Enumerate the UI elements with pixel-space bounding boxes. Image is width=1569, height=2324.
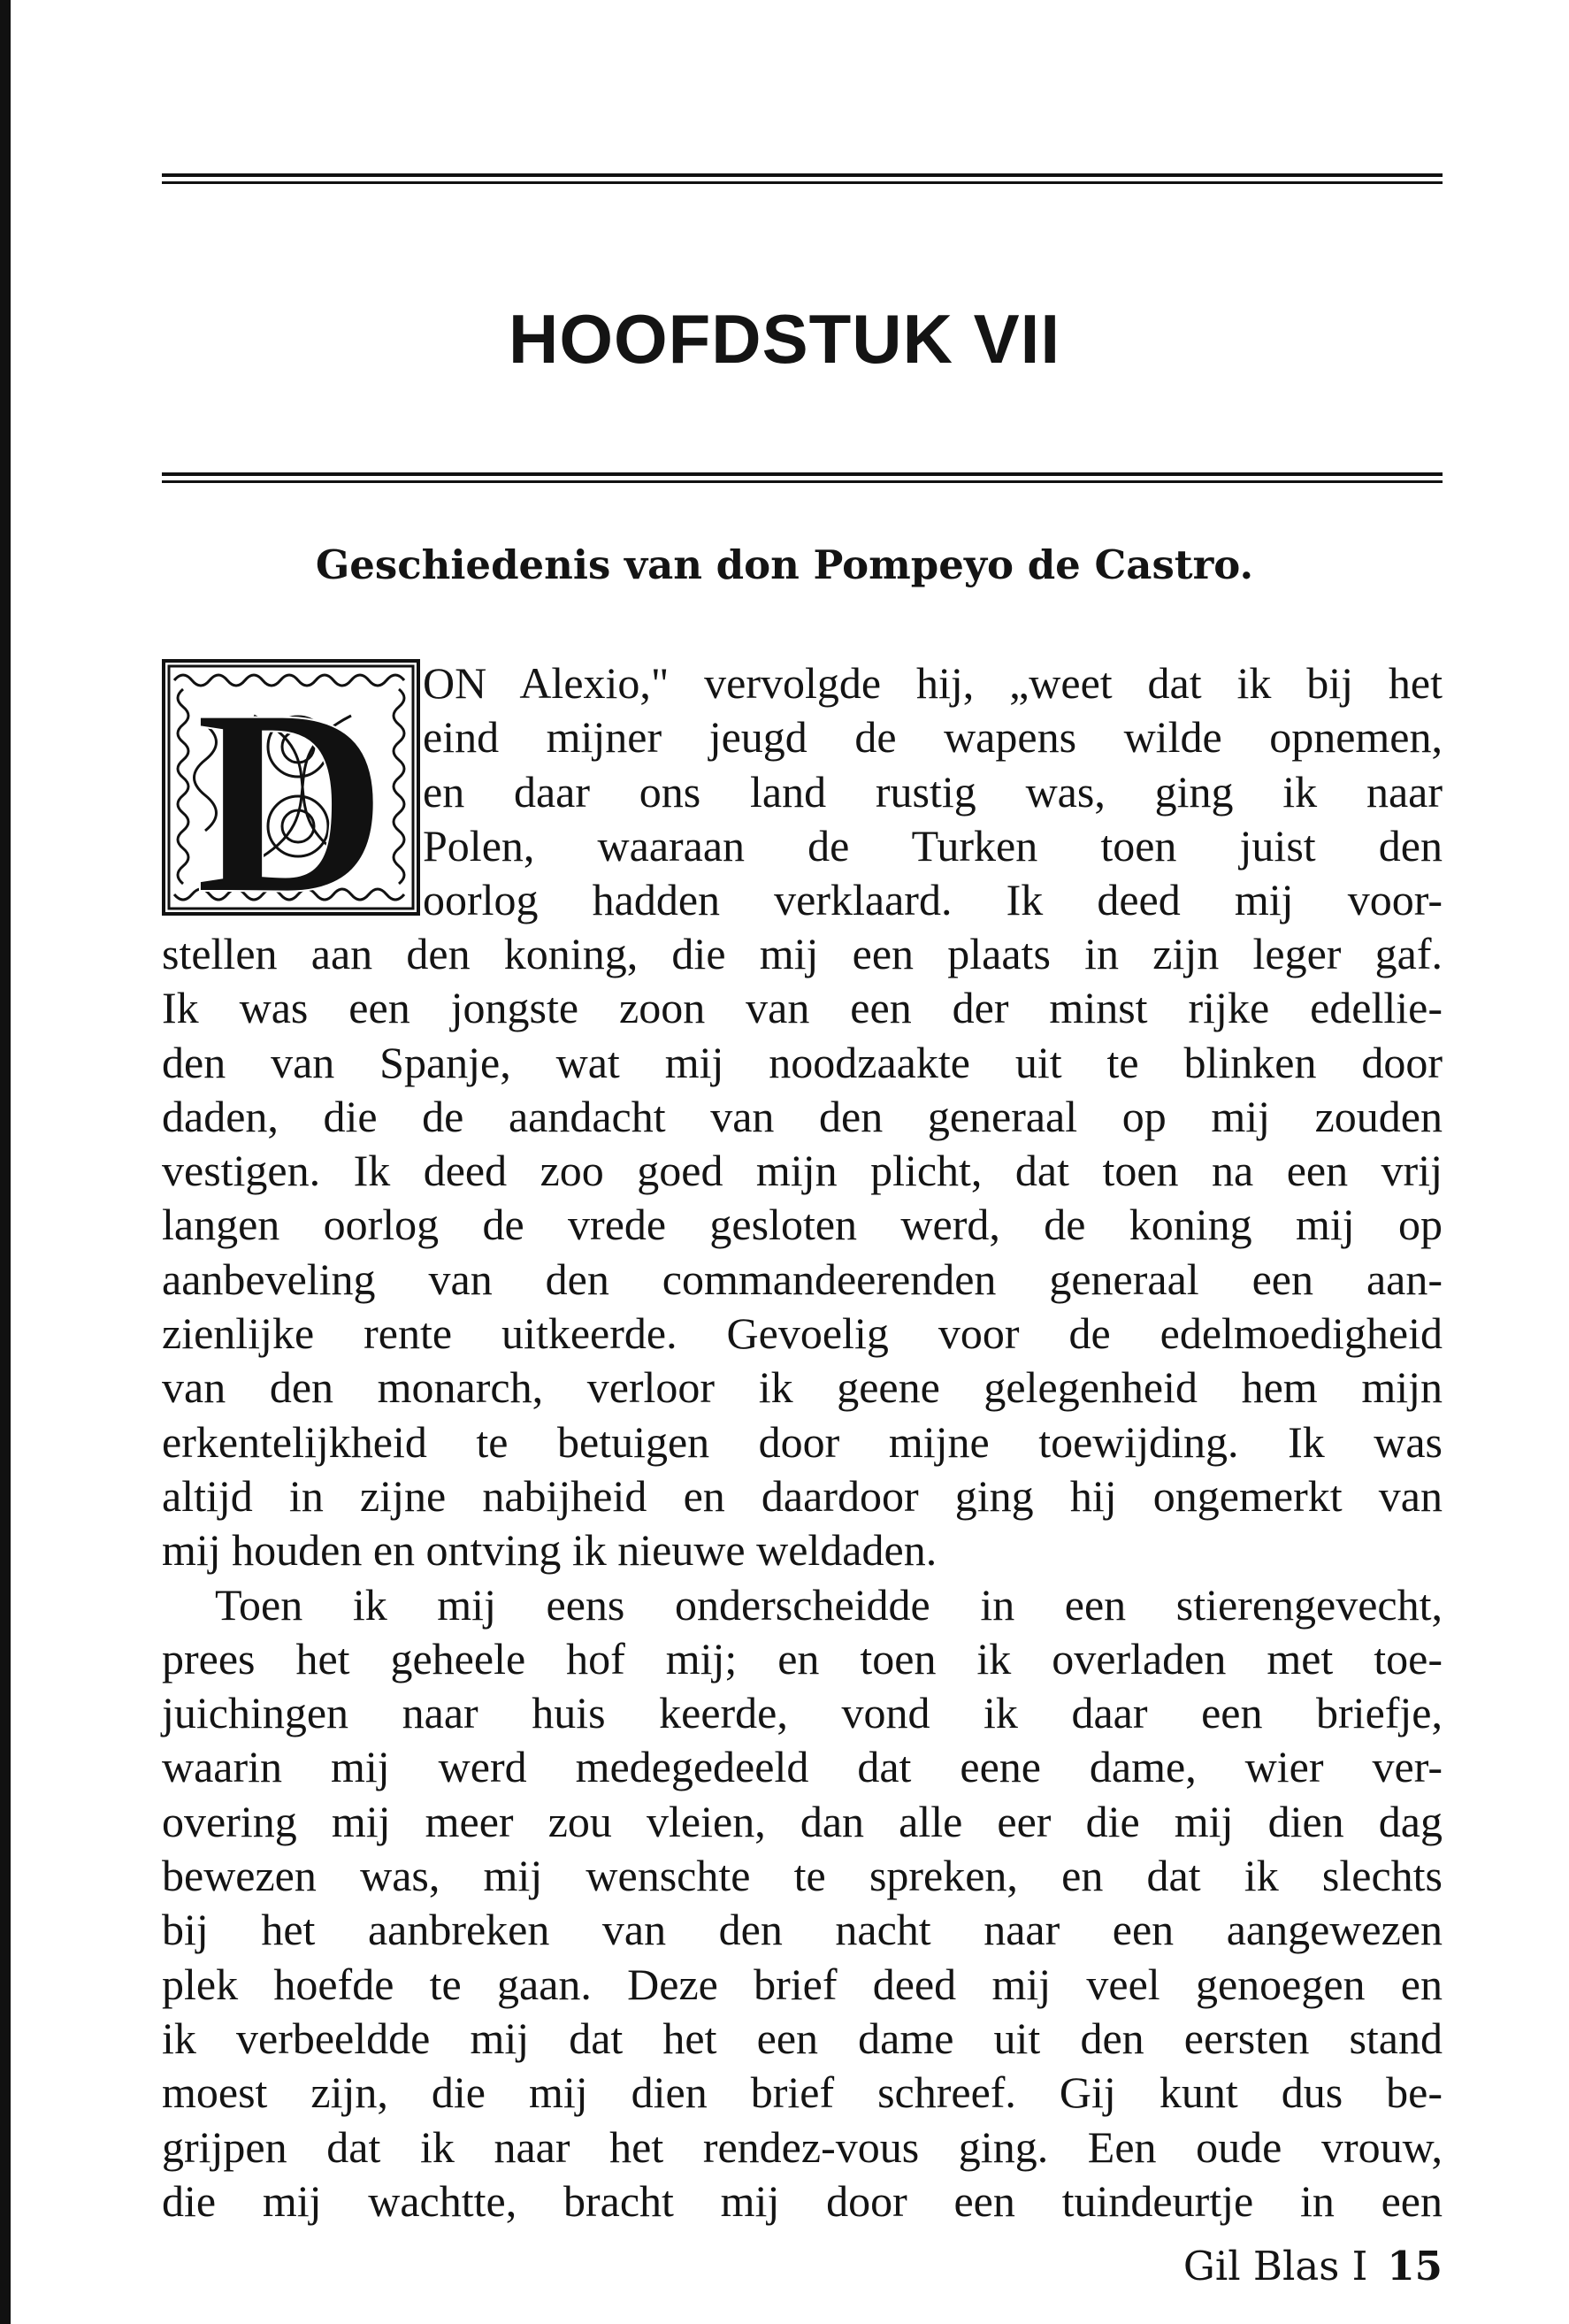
text-line: zienlijke rente uitkeerde. Gevoelig voor de edelmoedigheid [162, 1308, 1443, 1359]
ornamental-drop-cap [162, 659, 420, 916]
text-line: die mij wachtte, bracht mij door een tuindeurtje in een [162, 2175, 1443, 2226]
text-line: Ik was een jongste zoon van een der minst rijke edellie- [162, 983, 1443, 1033]
text-line: waarin mij werd medegedeeld dat eene dame, wier ver- [162, 1742, 1443, 1792]
text-line: Toen ik mij eens onderscheidde in een stierengevecht, [215, 1579, 1443, 1630]
drop-cap-letter: D [195, 663, 387, 912]
text-line: plek hoefde te gaan. Deze brief deed mij veel genoegen en [162, 1959, 1443, 2009]
book-signature: Gil Blas I [1182, 2243, 1368, 2289]
text-line: eind mijner jeugd de wapens wilde opnemen, [423, 712, 1443, 763]
drop-cap-ornament-icon [165, 663, 417, 912]
text-line: vestigen. Ik deed zoo goed mijn plicht, dat toen na een vrij [162, 1146, 1443, 1196]
chapter-title: HOOFDSTUK VII [508, 300, 1060, 378]
text-line: bewezen was, mij wenschte te spreken, en dat ik slechts [162, 1851, 1443, 1901]
top-double-rule [162, 173, 1443, 188]
text-line: aanbeveling van den commandeerenden generaal een aan- [162, 1254, 1443, 1304]
text-line: Polen, waaraan de Turken toen juist den [423, 820, 1443, 871]
text-line: juichingen naar huis keerde, vond ik daar een briefje, [162, 1688, 1443, 1738]
text-line: ik verbeeldde mij dat het een dame uit den eersten stand [162, 2013, 1443, 2063]
body-text [162, 927, 1443, 2228]
text-line: oorlog hadden verklaard. Ik deed mij voor- [423, 875, 1443, 925]
chapter-subtitle: Geschiedenis van don Pompeyo de Castro. [315, 541, 1254, 588]
page-footer [1183, 2243, 1443, 2289]
text-line: altijd in zijne nabijheid en daardoor ging hij ongemerkt van [162, 1470, 1443, 1521]
text-line: erkentelijkheid te betuigen door mijne toewijding. Ik was [162, 1416, 1443, 1467]
text-line: mij houden en ontving ik nieuwe weldaden. [162, 1525, 938, 1576]
text-line: van den monarch, verloor ik geene gelegenheid hem mijn [162, 1362, 1443, 1413]
text-line: langen oorlog de vrede gesloten werd, de koning mij op [162, 1200, 1443, 1250]
text-line: moest zijn, die mij dien brief schreef. Gij kunt dus be- [162, 2067, 1443, 2118]
text-line: bij het aanbreken van den nacht naar een aangewezen [162, 1905, 1443, 1955]
text-line: ON Alexio," vervolgde hij, „weet dat ik bij het [423, 658, 1443, 708]
page-number: 15 [1387, 2243, 1443, 2289]
text-line: overing mij meer zou vleien, dan alle eer die mij dien dag [162, 1796, 1443, 1846]
text-line: stellen aan den koning, die mij een plaats in zijn leger gaf. [162, 929, 1443, 978]
text-line: grijpen dat ik naar het rendez-vous ging. Een oude vrouw, [162, 2121, 1443, 2172]
text-line: prees het geheele hof mij; en toen ik overladen met toe- [162, 1633, 1443, 1684]
text-line: daden, die de aandacht van den generaal op mij zouden [162, 1091, 1443, 1141]
title-double-rule [162, 472, 1443, 487]
text-line: den van Spanje, wat mij noodzaakte uit te blinken door [162, 1037, 1443, 1087]
text-line: en daar ons land rustig was, ging ik naar [423, 766, 1443, 817]
opening-paragraph-lines [423, 656, 1443, 927]
